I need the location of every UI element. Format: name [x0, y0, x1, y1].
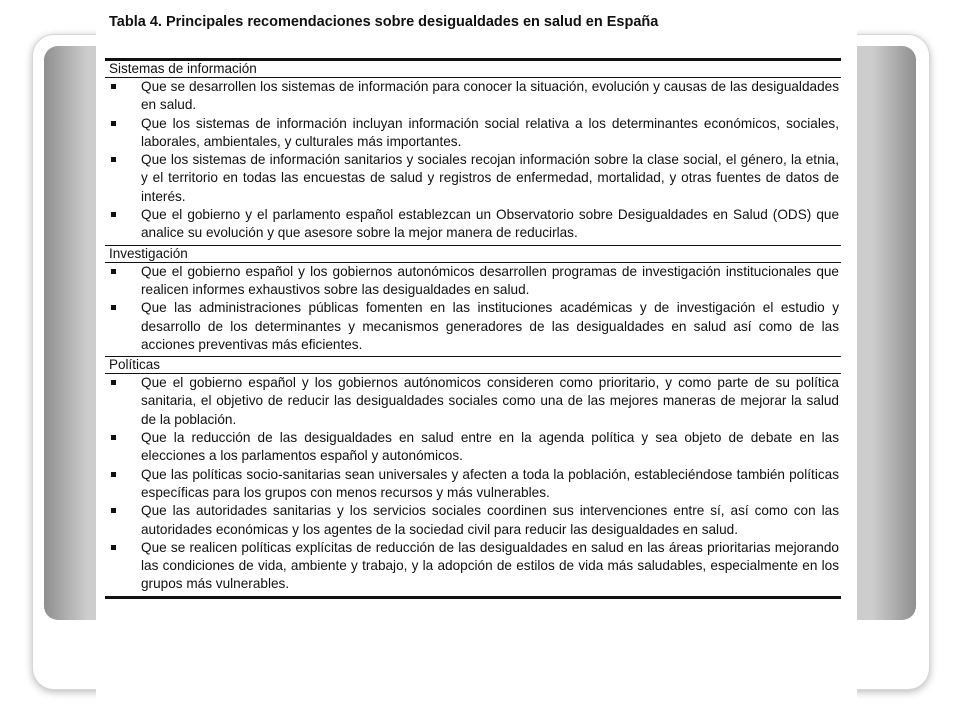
bullet-icon [111, 435, 116, 440]
bullet-icon [111, 545, 116, 550]
bullet-icon [111, 84, 116, 89]
section-sistemas-informacion [105, 61, 841, 245]
item-text: Que se desarrollen los sistemas de información para conocer la situación, evolución y causas de las desigualdades en salud. [141, 79, 839, 113]
item-text: Que los sistemas de información incluyan información social relativa a los determinantes económicos, sociales, laborales, ambientales, y culturales más importantes. [141, 115, 839, 149]
item-text: Que se realicen políticas explícitas de reducción de las desigualdades en salud en las áreas prioritarias mejorando las condiciones de vida, ambiente y trabajo, y la adopción de estilos de vida más saludables, especialmente en los grupos más vulnerables. [141, 539, 839, 592]
table-title: Tabla 4. Principales recomendaciones sobre desigualdades en salud en España [109, 14, 659, 30]
section-header: Políticas [105, 357, 841, 374]
list-item [105, 374, 841, 429]
list-item [105, 78, 841, 115]
bullet-icon [111, 269, 116, 274]
list-item [105, 151, 841, 206]
bullet-icon [111, 472, 116, 477]
bullet-icon [111, 121, 116, 126]
list-item [105, 299, 841, 354]
bullet-icon [111, 380, 116, 385]
item-text: Que las administraciones públicas fomenten en las instituciones académicas y de investigación el estudio y desarrollo de los determinantes y mecanismos generadores de las desigualdades en salud así como de las acciones preventivas más eficientes. [141, 300, 839, 352]
section-header: Sistemas de información [105, 61, 841, 78]
bullet-icon [111, 508, 116, 513]
item-text: Que las políticas socio-sanitarias sean universales y afecten a toda la población, estableciéndose también políticas específicas para los grupos con menos recursos y más vulnerables. [141, 466, 839, 500]
bullet-icon [111, 157, 116, 162]
list-item [105, 429, 841, 466]
bullet-icon [111, 305, 116, 310]
bullet-icon [111, 212, 116, 217]
document-image [96, 0, 857, 720]
section-politicas [105, 356, 841, 596]
item-text: Que el gobierno y el parlamento español establezcan un Observatorio sobre Desigualdades en Salud (ODS) que analice su evolución y que asesore sobre la mejor manera de reducirlas. [141, 207, 839, 241]
list-item [105, 115, 841, 152]
list-item [105, 466, 841, 503]
item-text: Que los sistemas de información sanitarios y sociales recojan información sobre la clase social, el género, la etnia, y el territorio en todas las encuestas de salud y registros de enfermedad, mortalidad, y otras fuentes de datos de interés. [141, 152, 839, 204]
list-item [105, 206, 841, 243]
list-item [105, 502, 841, 539]
section-header: Investigación [105, 246, 841, 263]
item-text: Que la reducción de las desigualdades en salud entre en la agenda política y sea objeto de debate en las elecciones a los parlamentos español y autonómicos. [141, 430, 839, 464]
section-investigacion [105, 245, 841, 356]
item-text: Que las autoridades sanitarias y los servicios sociales coordinen sus intervenciones entre sí, así como con las autoridades económicas y los agentes de la sociedad civil para reducir las desigualdades en salud. [141, 503, 839, 537]
item-text: Que el gobierno español y los gobiernos autónomicos consideren como prioritario, y como parte de su política sanitaria, el objetivo de reducir las desigualdades sociales como una de las mejores maneras de mejorar la salud de la población. [141, 375, 839, 427]
list-item [105, 263, 841, 300]
item-text: Que el gobierno español y los gobiernos autonómicos desarrollen programas de investigación institucionales que realicen informes exhaustivos sobre las desigualdades en salud. [141, 263, 839, 297]
recommendations-table [105, 58, 841, 599]
list-item [105, 539, 841, 594]
